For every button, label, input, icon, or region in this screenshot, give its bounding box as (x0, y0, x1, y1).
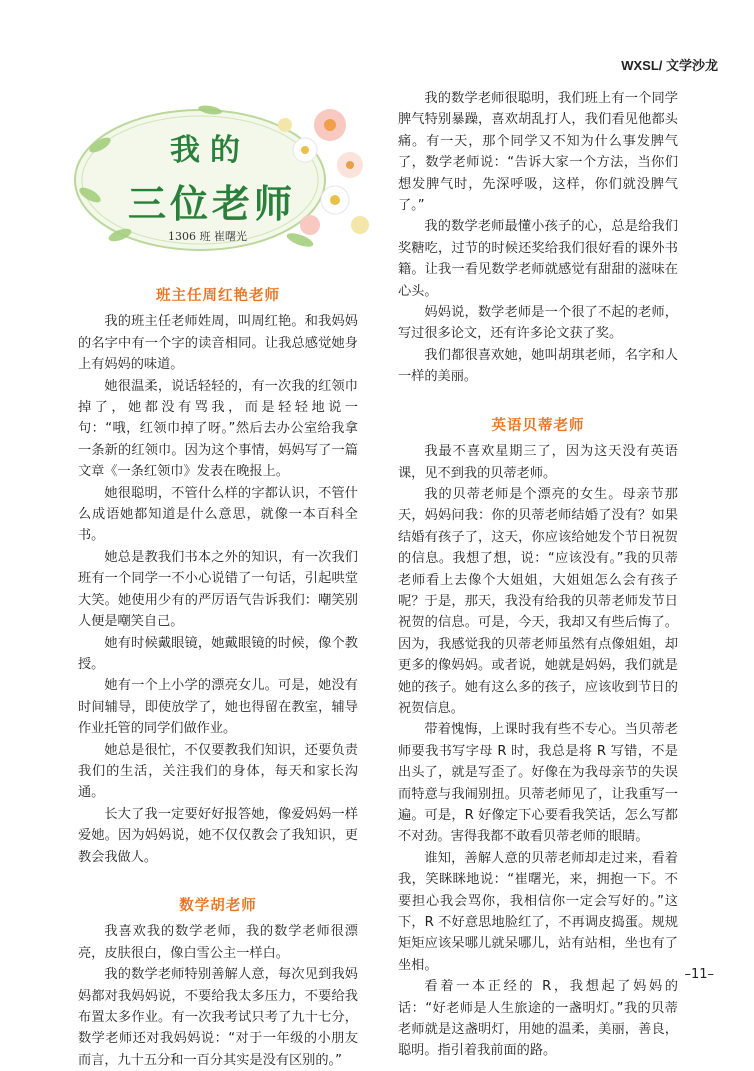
paragraph: 我喜欢我的数学老师，我的数学老师很漂亮，皮肤很白，像白雪公主一样白。 (78, 924, 358, 961)
paragraph: 我的数学老师最懂小孩子的心，总是给我们奖糖吃，过节的时候还奖给我们很好看的课外书籍。让我一看见数学老师就感觉有甜甜的滋味在心头。 (398, 219, 678, 299)
paragraph: 谁知，善解人意的贝蒂老师却走过来，看着我，笑眯眯地说：“崔曙光，来，拥抱一下。不要担心我会骂你，我相信你一定会写好的。”这下，R 不好意思地脸红了，不再调皮捣蛋。规规矩矩应该呆哪儿就呆哪儿，站有站相，坐也有了坐相。 (398, 850, 678, 973)
page-number: –11– (684, 967, 714, 982)
paragraph: 我的数学老师特别善解人意，每次见到我妈妈都对我妈妈说，不要给我太多压力，不要给我布置太多作业。有一次我考试只考了九十七分，数学老师还对我妈妈说：“对于一年级的小朋友而言，九十五分和一百分其实是没有区别的。” (78, 967, 358, 1068)
author-byline: 1306 班 崔曙光 (168, 230, 247, 243)
paragraph: 她很聪明，不管什么样的字都认识，不管什么成语她都知道是什么意思，就像一本百科全书。 (78, 485, 358, 544)
paragraph: 看着一本正经的 R，我想起了妈妈的话：“好老师是人生旅途的一盏明灯。”我的贝蒂老师就是这盏明灯，用她的温柔，美丽，善良，聪明。指引着我前面的路。 (398, 979, 678, 1059)
paragraph: 她总是教我们书本之外的知识，有一次我们班有一个同学一不小心说错了一句话，引起哄堂大笑。她使用少有的严厉语气告诉我们：嘲笑别人便是嘲笑自己。 (78, 549, 358, 630)
section-heading: 英语贝蒂老师 (491, 417, 585, 434)
section-heading: 班主任周红艳老师 (156, 288, 280, 304)
section-heading: 数学胡老师 (179, 897, 257, 914)
paragraph: 她很温柔，说话轻轻的，有一次我的红领巾掉了，她都没有骂我，而是轻轻地说一句：“哦，红领巾掉了呀。”然后去办公室给我拿一条新的红领巾。因为这个事情，妈妈写了一篇文章《一条红领巾》发表在晚报上。 (78, 378, 358, 480)
paragraph: 我们都很喜欢她，她叫胡琪老师，名字和人一样的美丽。 (398, 347, 678, 385)
title-line-2: 三位老师 (128, 182, 297, 226)
title-line-1: 我的 (170, 133, 250, 168)
paragraph: 我的班主任老师姓周，叫周红艳。和我妈妈的名字中有一个字的读音相同。让我总感觉她身上有妈妈的味道。 (78, 314, 358, 373)
paragraph: 长大了我一定要好好报答她，像爱妈妈一样爱她。因为妈妈说，她不仅仅教会了我知识，更教会我做人。 (78, 806, 358, 865)
paragraph: 她总是很忙，不仅要教我们知识，还要负责我们的生活，关注我们的身体，每天和家长沟通。 (78, 742, 358, 801)
paragraph: 我的数学老师很聪明，我们班上有一个同学脾气特别暴躁，喜欢胡乱打人，我们看见他都头痛。有一天，那个同学又不知为什么事发脾气了，数学老师说：“告诉大家一个方法，当你们想发脾气时，先深呼吸，这样，你们就没脾气了。” (398, 91, 678, 214)
right-column (398, 88, 678, 1062)
paragraph: 我的贝蒂老师是个漂亮的女生。母亲节那天，妈妈问我：你的贝蒂老师结婚了没有？如果结婚有孩子了，这天，你应该给她发个节日祝贺的信息。我想了想，说：“应该没有。”我的贝蒂老师看上去像个大姐姐，大姐姐怎么会有孩子呢？于是，那天，我没有给我的贝蒂老师发节日祝贺的信息。可是，今天，我却又有些后悔了。因为，我感觉我的贝蒂老师虽然有点像姐姐，却更多的像妈妈。或者说，她就是妈妈，我们就是她的孩子。她有这么多的孩子，应该收到节日的祝贺信息。 (398, 486, 678, 716)
section-label: WXSL/ 文学沙龙 (621, 58, 718, 73)
paragraph: 我最不喜欢星期三了，因为这天没有英语课，见不到我的贝蒂老师。 (398, 444, 678, 481)
title-banner (60, 85, 380, 265)
left-column (78, 286, 358, 1071)
paragraph: 她有一个上小学的漂亮女儿。可是，她没有时间辅导，即使放学了，她也得留在教室，辅导作业托管的同学们做作业。 (78, 678, 358, 737)
paragraph: 带着愧悔，上课时我有些不专心。当贝蒂老师要我书写字母 R 时，我总是将 R 写错，不是出头了，就是写歪了。好像在为我母亲节的失误而特意与我闹别扭。贝蒂老师见了，让我重写一遍。可是，R 好像定下心要看我笑话，怎么写都不对劲。害得我都不敢看贝蒂老师的眼睛。 (398, 722, 678, 845)
paragraph: 妈妈说，数学老师是一个很了不起的老师，写过很多论文，还有许多论文获了奖。 (398, 305, 678, 342)
paragraph: 她有时候戴眼镜，她戴眼镜的时候，像个教授。 (78, 635, 358, 672)
